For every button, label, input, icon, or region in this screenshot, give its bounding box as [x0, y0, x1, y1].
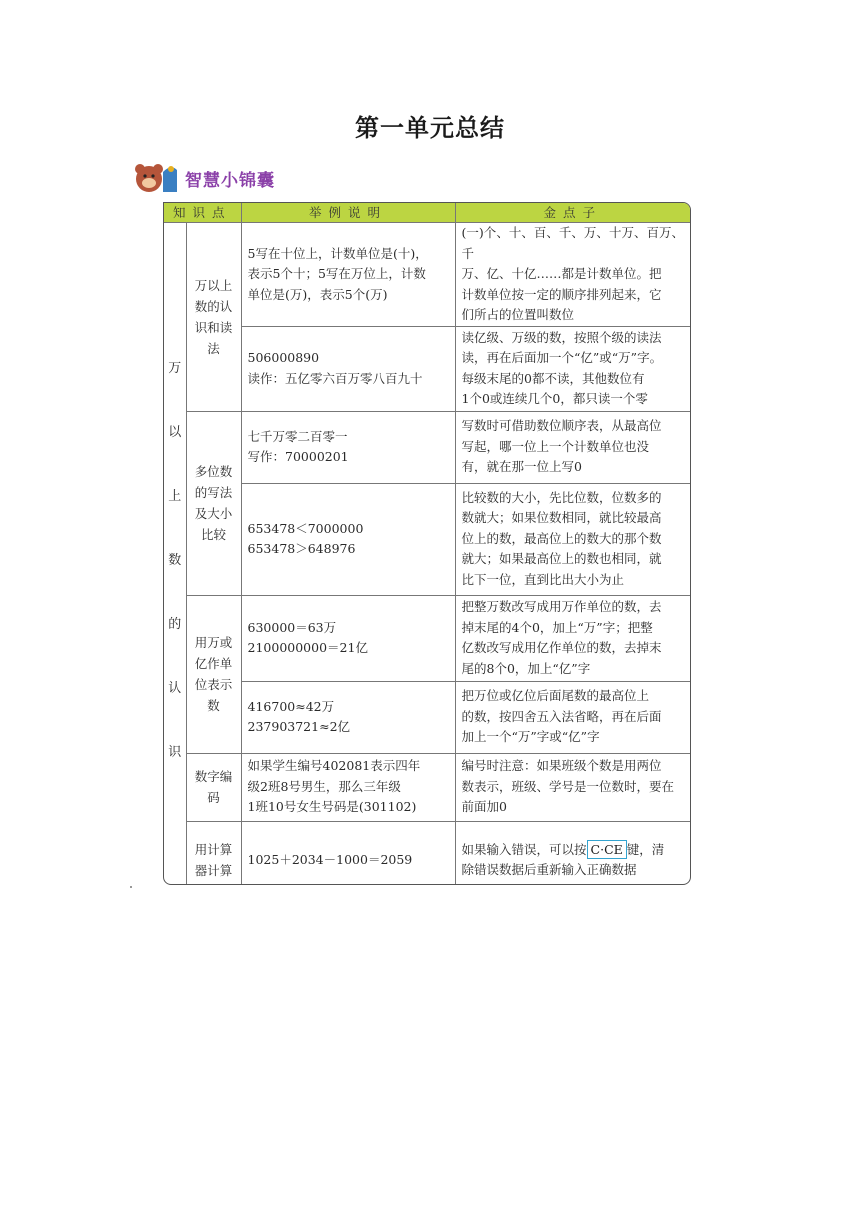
calculator-key-label: C·CE: [587, 840, 627, 859]
subtopic-reading: 万以上数的认识和读法: [186, 223, 241, 412]
summary-table: [163, 202, 691, 885]
example-cell: 5写在十位上，计数单位是(十)， 表示5个十；5写在万位上，计数 单位是(万)，表示5个(万): [241, 223, 455, 327]
tip-cell: 写数时可借助数位顺序表，从最高位 写起，哪一位上一个计数单位也没 有，就在那一位上写0: [455, 411, 690, 483]
tip-cell: 如果输入错误，可以按 C·CE 键，清 除错误数据后重新输入正确数据: [455, 821, 690, 885]
section-label: 智慧小锦囊: [185, 170, 275, 191]
example-cell: 如果学生编号402081表示四年 级2班8号男生，那么三年级 1班10号女生号码是(301102): [241, 753, 455, 821]
header-example: 举例说明: [241, 203, 455, 223]
subtopic-calculator: 用计算器计算: [186, 821, 241, 885]
example-cell: 630000＝63万 2100000000＝21亿: [241, 595, 455, 681]
page-title: 第一单元总结: [355, 114, 505, 142]
bear-mascot-icon: [133, 160, 181, 196]
subtopic-units: 用万或亿作单位表示数: [186, 595, 241, 753]
subtopic-writing: 多位数的写法及大小比较: [186, 411, 241, 595]
tip-cell: 比较数的大小，先比位数，位数多的 数就大；如果位数相同，就比较最高 位上的数，最高位上的数大的那个数 就大；如果最高位上的数也相同，就 比下一位，直到比出大小为止: [455, 483, 690, 595]
scan-dot: [130, 886, 132, 888]
tip-cell: 编号时注意：如果班级个数是用两位 数表示，班级、学号是一位数时，要在 前面加0: [455, 753, 690, 821]
topic-cell: 万 以 上 数 的 认 识: [164, 223, 186, 886]
tip-cell: 把整万数改写成用万作单位的数，去 掉末尾的4个0，加上“万”字；把整 亿数改写成用亿作单位的数，去掉末 尾的8个0，加上“亿”字: [455, 595, 690, 681]
section-header: [133, 160, 275, 196]
tip-cell: 读亿级、万级的数，按照个级的读法 读，再在后面加一个“亿”或“万”字。 每级末尾的0都不读，其他数位有 1个0或连续几个0，都只读一个零: [455, 326, 690, 411]
example-cell: 653478＜7000000 653478＞648976: [241, 483, 455, 595]
header-tips: 金点子: [455, 203, 690, 223]
example-cell: 七千万零二百零一 写作：70000201: [241, 411, 455, 483]
example-cell: 416700≈42万 237903721≈2亿: [241, 681, 455, 753]
tip-cell: 把万位或亿位后面尾数的最高位上 的数，按四舍五入法省略，再在后面 加上一个“万”字或“亿”字: [455, 681, 690, 753]
example-cell: 506000890 读作：五亿零六百万零八百九十: [241, 326, 455, 411]
subtopic-coding: 数字编码: [186, 753, 241, 821]
example-cell: 1025＋2034－1000＝2059: [241, 821, 455, 885]
tip-cell: (一)个、十、百、千、万、十万、百万、千 万、亿、十亿……都是计数单位。把 计数单位按一定的顺序排列起来，它 们所占的位置叫数位: [455, 223, 690, 327]
header-knowledge-point: 知识点: [164, 203, 241, 223]
